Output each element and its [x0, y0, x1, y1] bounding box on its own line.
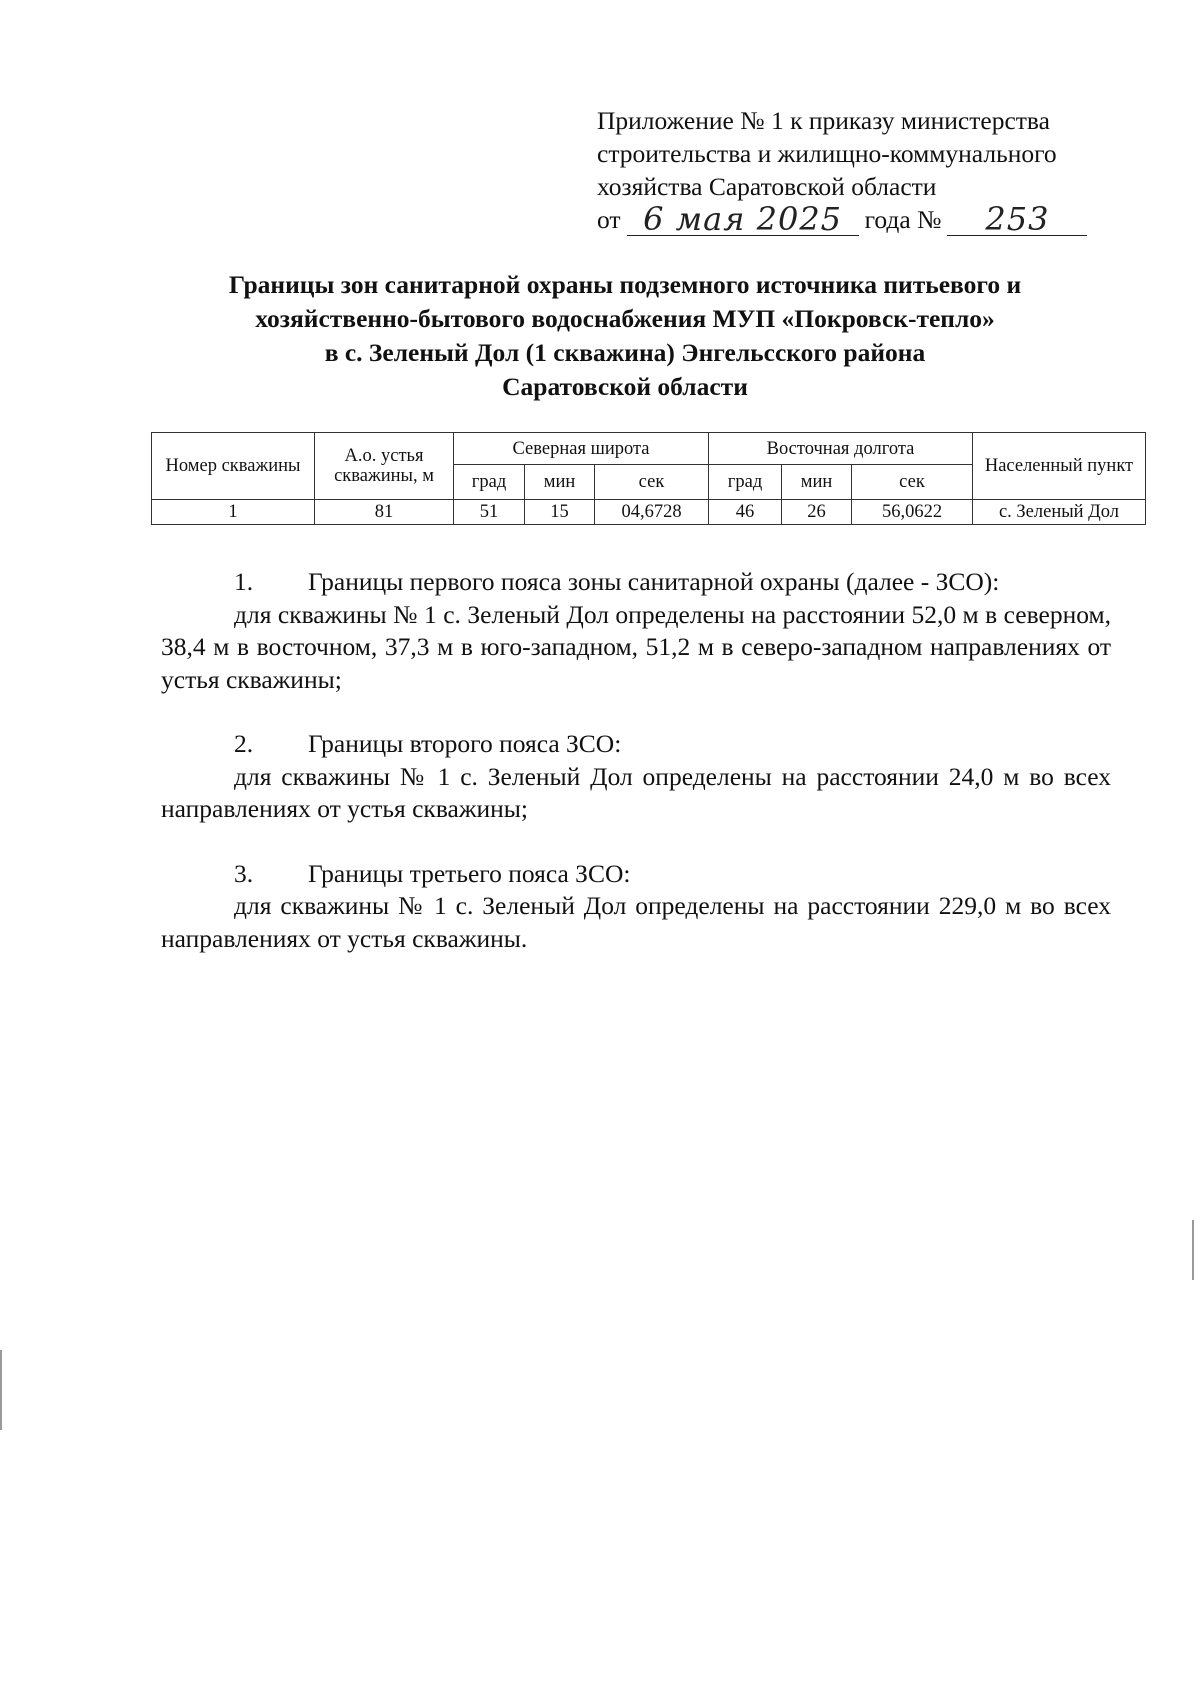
cell-settlement: с. Зеленый Дол [973, 500, 1146, 525]
zones-description [161, 566, 1111, 987]
paragraph-heading: Границы второго пояса ЗСО: [308, 729, 622, 758]
order-date-field [627, 200, 859, 238]
paragraph-number: 3. [234, 858, 254, 888]
header-settlement: Населенный пункт [973, 433, 1146, 500]
title-line-2: хозяйственно-бытового водоснабжения МУП «Покровск-тепло» [255, 304, 995, 333]
header-well-number: Номер скважины [152, 433, 315, 500]
zone-paragraph-1 [161, 566, 1111, 696]
header-line-3: хозяйства Саратовской области [597, 172, 937, 201]
paragraph-text: для скважины № 1 с. Зеленый Дол определены на расстоянии 229,0 м во всех направлениях от устья скважины. [161, 891, 1111, 953]
order-number-field [947, 200, 1087, 238]
header-line-1: Приложение № 1 к приказу министерства [597, 106, 1050, 135]
scan-edge-mark [0, 1350, 2, 1430]
header-lat-min: мин [525, 465, 595, 500]
order-signature-row [597, 200, 1117, 238]
paragraph-text: для скважины № 1 с. Зеленый Дол определены на расстоянии 24,0 м во всех направлениях от устья скважины; [161, 761, 1111, 823]
title-line-3: в с. Зеленый Дол (1 скважина) Энгельсского района [324, 338, 926, 367]
cell-lon-deg: 46 [709, 500, 782, 525]
cell-well: 1 [152, 500, 315, 525]
paragraph-heading-3 [161, 858, 1111, 891]
header-lon-min: мин [782, 465, 852, 500]
header-lon-deg: град [709, 465, 782, 500]
handwritten-number: 253 [985, 200, 1050, 238]
header-altitude: А.о. устья скважины, м [315, 433, 454, 500]
header-east-longitude: Восточная долгота [709, 433, 973, 465]
paragraph-number: 2. [234, 729, 254, 758]
table-header-row [152, 433, 1146, 465]
paragraph-number: 1. [234, 567, 254, 596]
paragraph-heading: Границы третьего пояса ЗСО: [308, 858, 631, 888]
title-line-1: Границы зон санитарной охраны подземного источника питьевого и [228, 270, 1022, 299]
year-number-label: года № [864, 205, 942, 234]
cell-lat-min: 15 [525, 500, 595, 525]
zone-paragraph-3 [161, 858, 1111, 956]
cell-lon-min: 26 [782, 500, 852, 525]
handwritten-date: 6 мая 2025 [643, 200, 843, 238]
header-lon-sec: сек [852, 465, 973, 500]
header-lat-deg: град [454, 465, 525, 500]
table-row [152, 500, 1146, 525]
zone-paragraph-2 [161, 728, 1111, 826]
well-coordinates-table [151, 432, 1146, 525]
title-line-4: Саратовской области [502, 372, 748, 401]
document-title [120, 268, 1130, 404]
cell-lat-sec: 04,6728 [595, 500, 709, 525]
paragraph-heading-1 [161, 566, 1111, 599]
paragraph-text: для скважины № 1 с. Зеленый Дол определены на расстоянии 52,0 м в северном, 38,4 м в восточном, 37,3 м в юго-западном, 51,2 м в северо-западном направлениях от устья скважины; [161, 599, 1111, 694]
from-label: от [597, 205, 621, 234]
paragraph-heading: Границы первого пояса зоны санитарной охраны (далее - ЗСО): [308, 567, 1000, 596]
appendix-header [597, 104, 1117, 236]
scan-edge-mark [1192, 1220, 1194, 1280]
paragraph-heading-2 [161, 728, 1111, 761]
cell-lat-deg: 51 [454, 500, 525, 525]
header-line-2: строительства и жилищно-коммунального [597, 139, 1057, 168]
header-lat-sec: сек [595, 465, 709, 500]
cell-lon-sec: 56,0622 [852, 500, 973, 525]
header-north-latitude: Северная широта [454, 433, 709, 465]
cell-altitude: 81 [315, 500, 454, 525]
